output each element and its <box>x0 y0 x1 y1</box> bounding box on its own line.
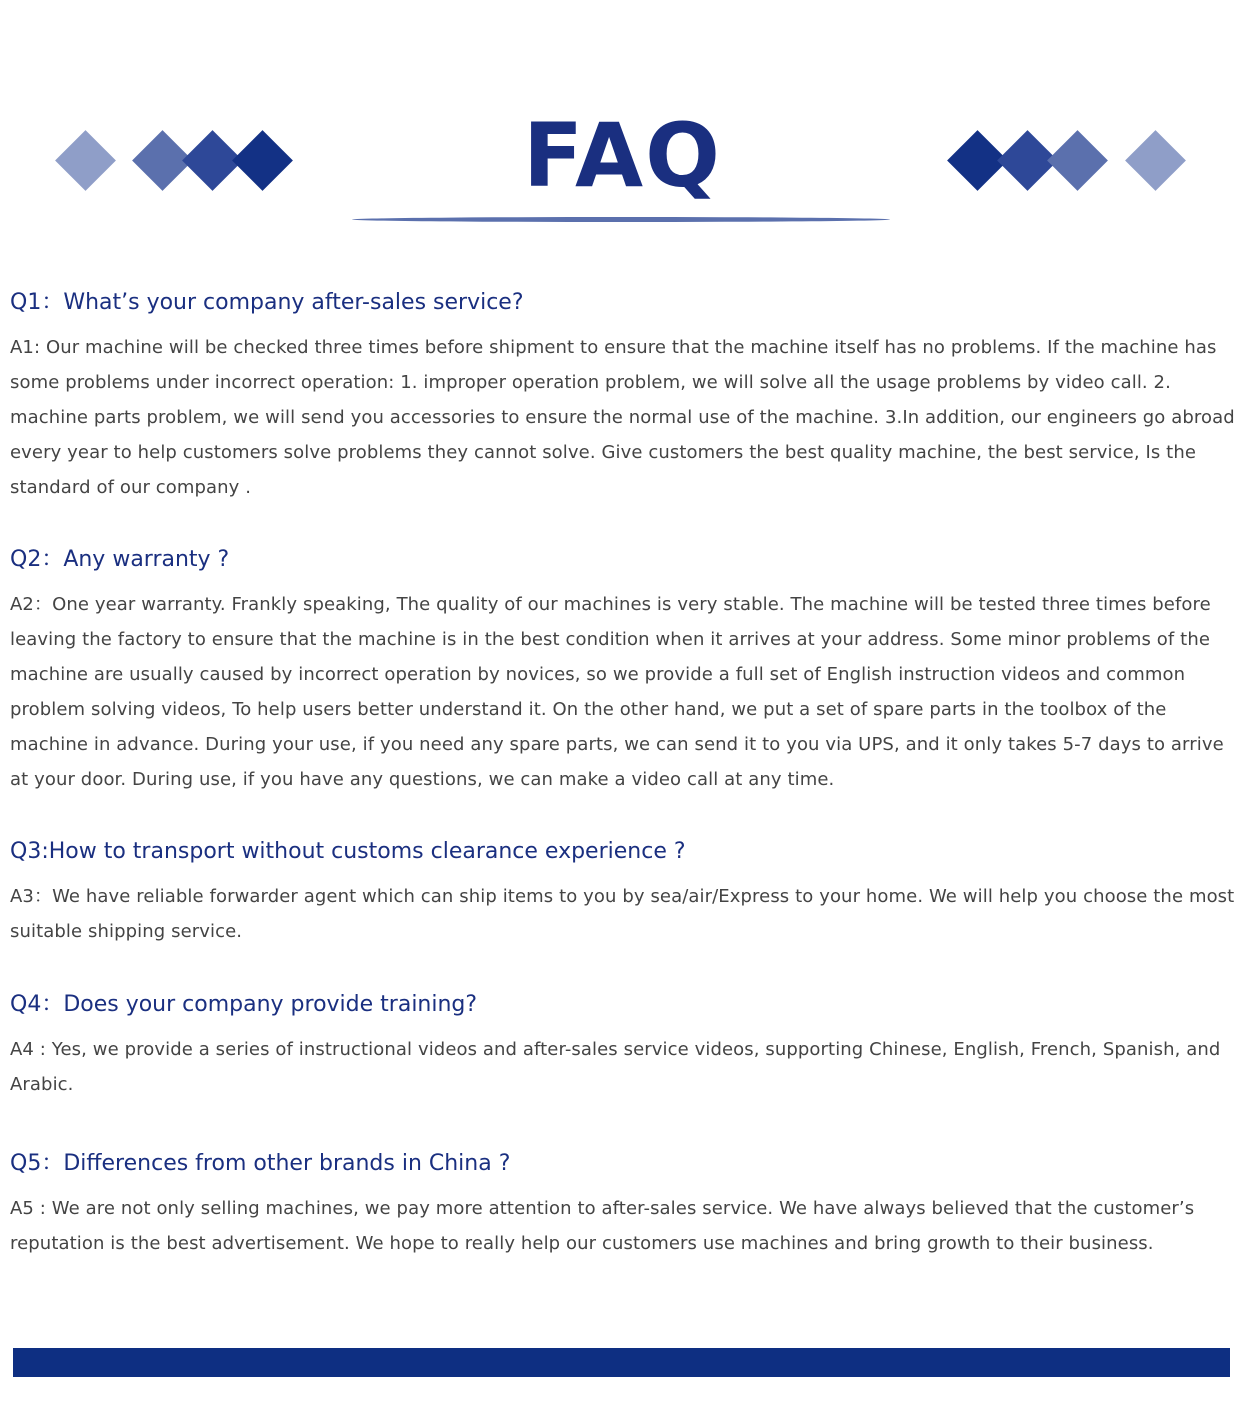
faq-item-3 <box>10 837 1240 949</box>
faq-question: Q1：What’s your company after-sales service? <box>10 290 524 315</box>
faq-question: Q3:How to transport without customs clearance experience ? <box>10 839 686 864</box>
faq-item-4 <box>10 990 1240 1102</box>
faq-header <box>0 0 1245 240</box>
footer-bar <box>13 1348 1230 1377</box>
faq-answer: A2：One year warranty. Frankly speaking, The quality of our machines is very stable. The machine will be tested three times before leaving the factory to ensure that the machine is in the best condition when it arrives at your address. Some minor problems of the machine are usually caused by incorrect operation by novices, so we provide a full set of English instruction videos and common problem solving videos, To help users better understand it. On the other hand, we put a set of spare parts in the toolbox of the machine in advance. During your use, if you need any spare parts, we can send it to you via UPS, and it only takes 5-7 days to arrive at your door. During use, if you have any questions, we can make a video call at any time. <box>10 594 1224 790</box>
faq-question: Q4：Does your company provide training? <box>10 992 478 1017</box>
faq-item-2 <box>10 545 1240 797</box>
faq-answer: A5 : We are not only selling machines, we pay more attention to after-sales service. We have always believed that the customer’s reputation is the best advertisement. We hope to really help our customers use machines and bring growth to their business. <box>10 1198 1195 1254</box>
faq-item-1 <box>10 288 1240 505</box>
faq-answer: A1: Our machine will be checked three times before shipment to ensure that the machine itself has no problems. If the machine has some problems under incorrect operation: 1. improper operation problem, we will solve all the usage problems by video call. 2. machine parts problem, we will send you accessories to ensure the normal use of the machine. 3.In addition, our engineers go abroad every year to help customers solve problems they cannot solve. Give customers the best quality machine, the best service, Is the standard of our company . <box>10 337 1235 498</box>
faq-question: Q2：Any warranty ? <box>10 547 230 572</box>
faq-answer: A3：We have reliable forwarder agent which can ship items to you by sea/air/Express to your home. We will help you choose the most suitable shipping service. <box>10 886 1235 942</box>
faq-answer: A4 : Yes, we provide a series of instructional videos and after-sales service videos, supporting Chinese, English, French, Spanish, and Arabic. <box>10 1039 1221 1095</box>
faq-question: Q5：Differences from other brands in China ? <box>10 1151 511 1176</box>
page-title: FAQ <box>523 104 722 207</box>
title-underline <box>352 217 890 222</box>
faq-item-5 <box>10 1149 1240 1261</box>
